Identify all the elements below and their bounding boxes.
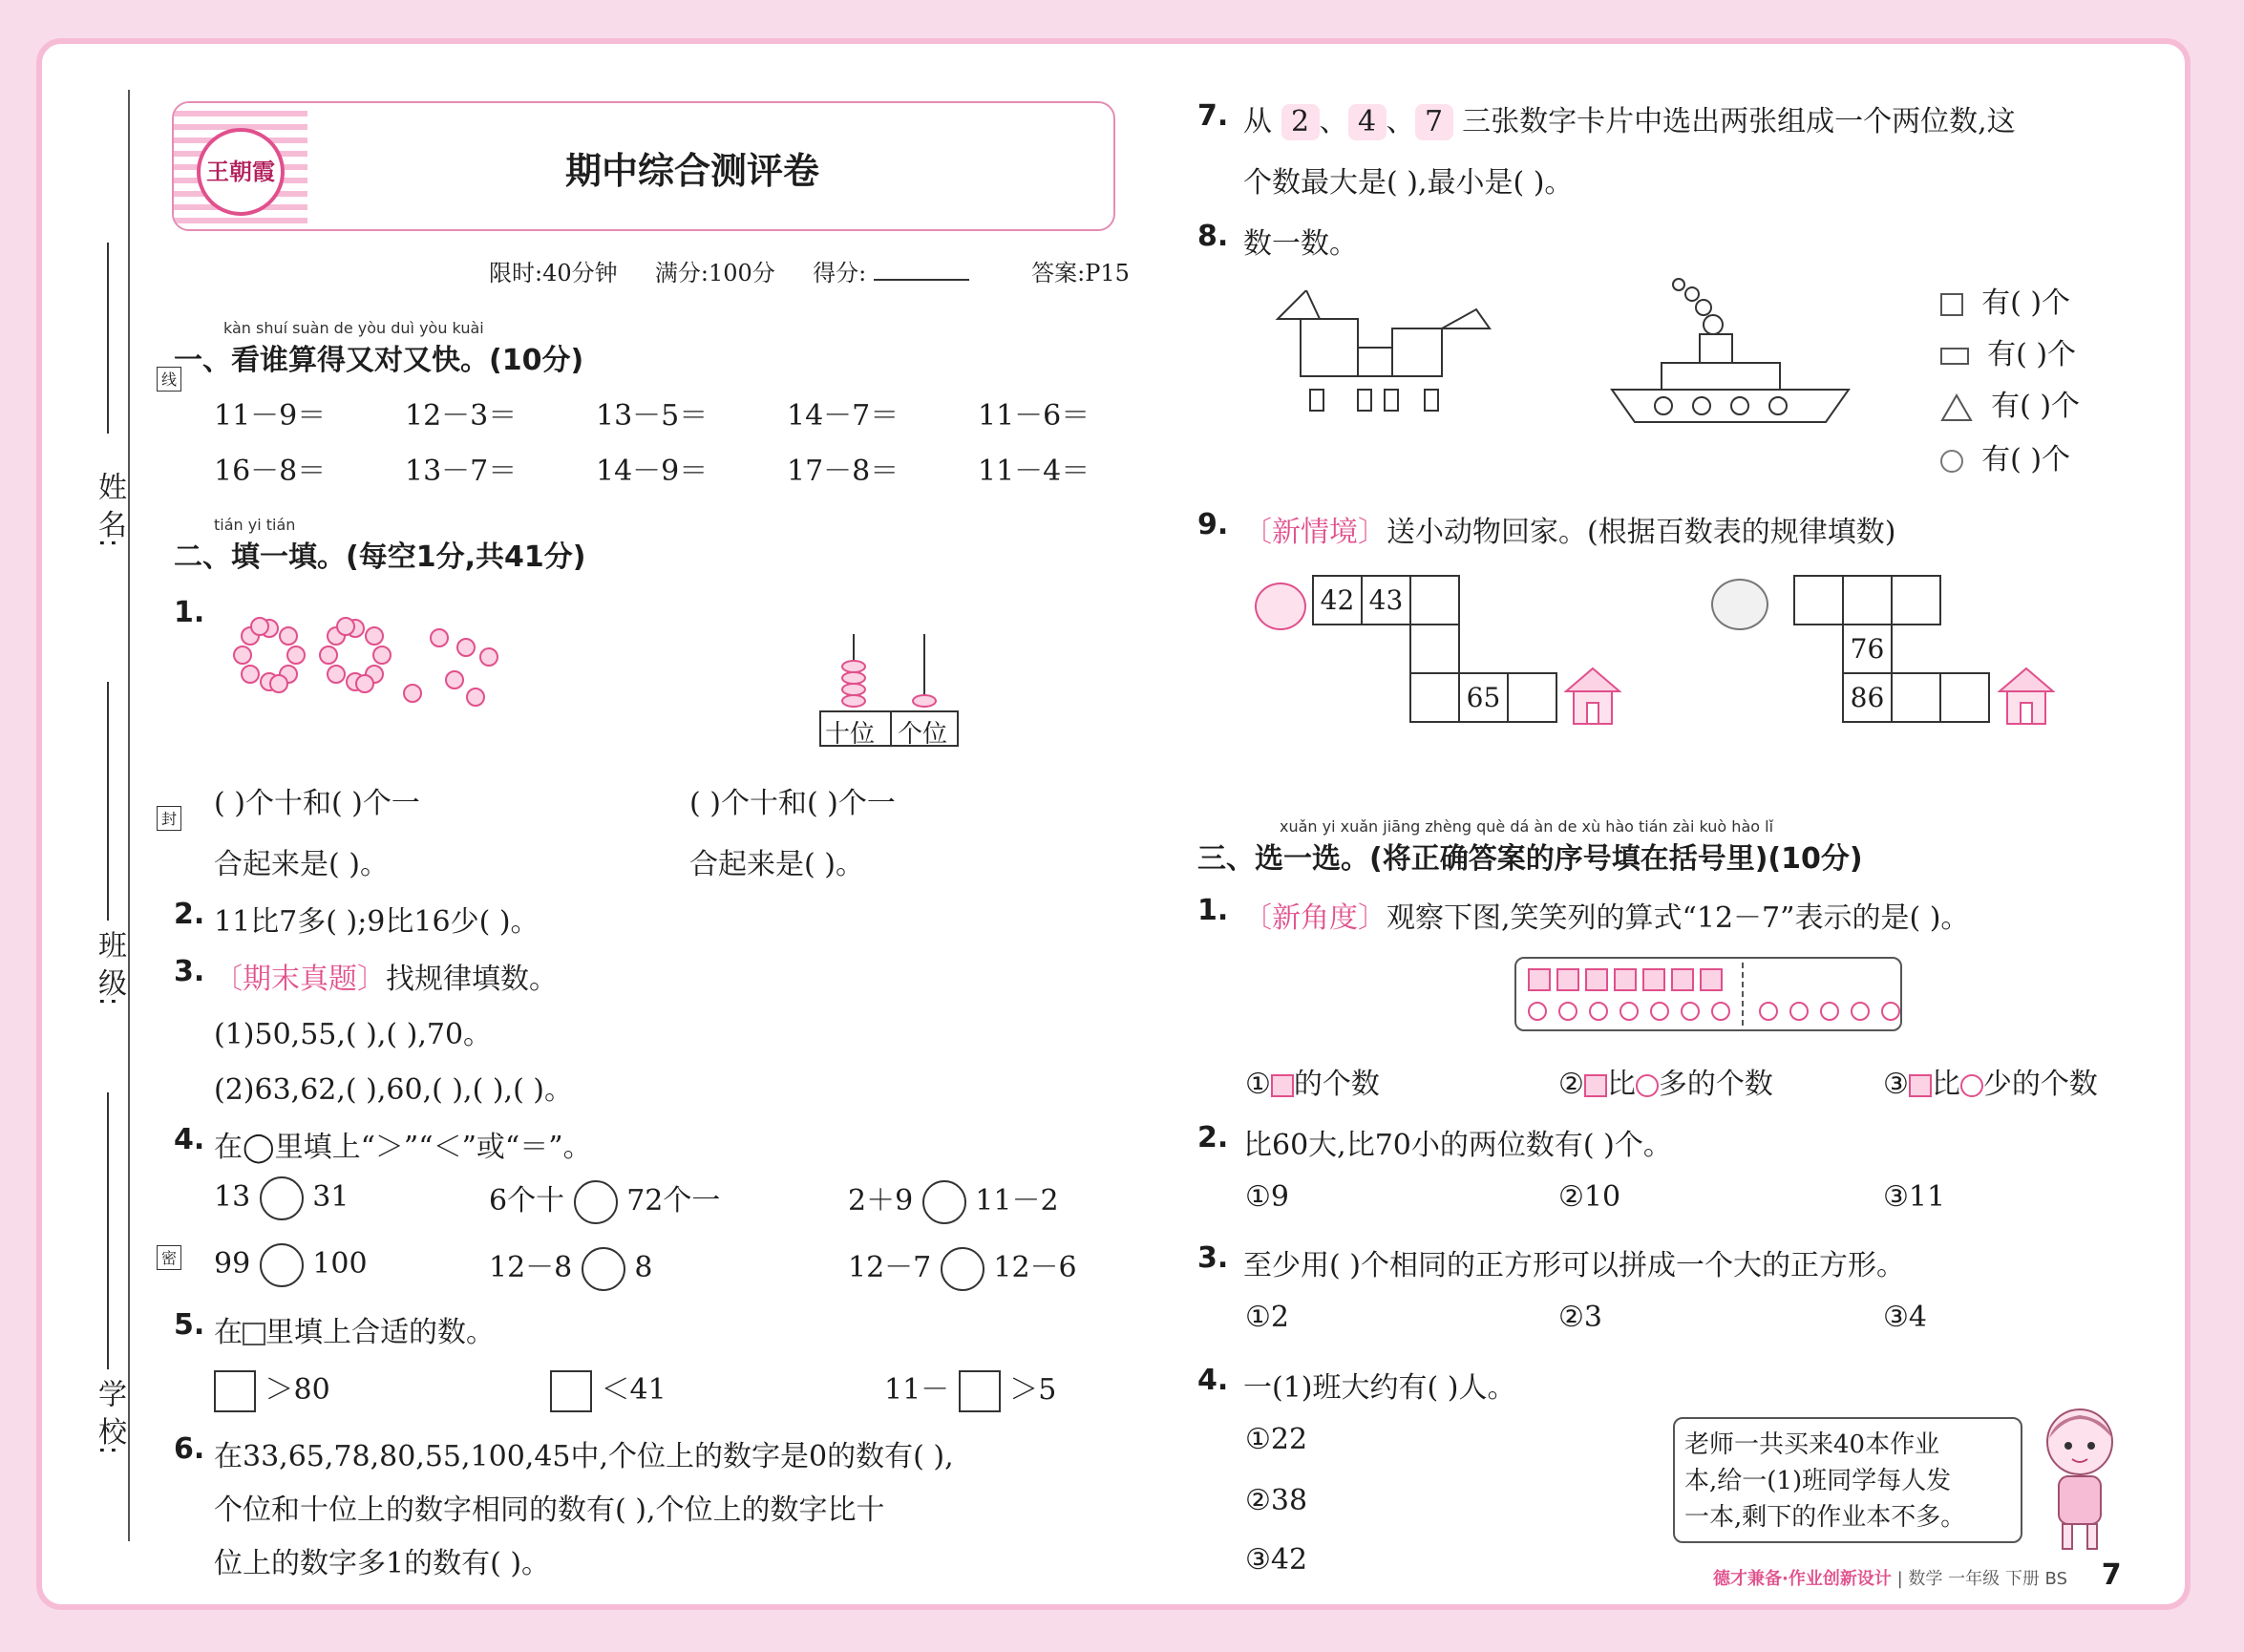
pink-circle-icon — [1711, 1002, 1730, 1021]
q3-line2: (2)63,62,( ),60,( ),( ),( )。 — [214, 1073, 574, 1107]
pink-circle-icon — [1759, 1002, 1778, 1021]
page-number: 7 — [2101, 1558, 2122, 1592]
q5-item3-pre: 11－ — [884, 1373, 950, 1407]
s3q2-option[interactable]: ②10 — [1558, 1180, 1621, 1214]
s3q2-num: 2. — [1197, 1121, 1229, 1154]
q5-item2-text: ＜41 — [601, 1373, 667, 1407]
count-circle — [1940, 435, 2070, 477]
score-label: 得分: — [813, 260, 867, 286]
brand-logo: 王朝霞 — [197, 128, 285, 216]
q6-line3: 位上的数字多1的数有( )。 — [214, 1547, 551, 1580]
calc-item: 11－9＝ — [214, 399, 327, 433]
option-marker: ② — [1558, 1068, 1584, 1101]
count-label: 有( )个 — [1987, 338, 2077, 371]
option-text: 多的个数 — [1658, 1068, 1773, 1101]
q1-left-line1: ( )个十和( )个一 — [214, 787, 420, 820]
grid-cell-blank[interactable] — [1409, 672, 1460, 723]
option-text: 少的个数 — [1982, 1068, 2098, 1101]
rectangle-icon — [1940, 348, 1969, 365]
s3q4-option[interactable]: ③42 — [1245, 1543, 1308, 1577]
q2-num: 2. — [174, 898, 205, 931]
score-blank[interactable] — [874, 258, 969, 281]
pink-square-icon — [1585, 968, 1608, 991]
pink-square-icon — [1584, 1074, 1607, 1097]
compare-circle[interactable] — [582, 1247, 625, 1291]
meta-row — [489, 254, 1130, 287]
q2-text: 11比7多( );9比16少( )。 — [214, 905, 540, 939]
answer-square[interactable] — [959, 1370, 1001, 1412]
pink-circle-icon — [1558, 1002, 1577, 1021]
pink-square-icon — [1614, 968, 1637, 991]
compare-item — [214, 1243, 368, 1287]
worksheet-page — [36, 38, 2191, 1610]
compare-left: 99 — [214, 1247, 251, 1281]
grid-cell-blank[interactable] — [1891, 575, 1941, 625]
q4-text: 在◯里填上“＞”“＜”或“＝”。 — [214, 1131, 592, 1164]
answer-square[interactable] — [214, 1370, 256, 1412]
calc-item: 11－4＝ — [978, 455, 1090, 488]
calc-item: 14－9＝ — [596, 455, 709, 488]
pink-circle-icon — [1589, 1002, 1608, 1021]
pink-square-icon — [1528, 968, 1551, 991]
class-blank[interactable] — [107, 682, 109, 921]
girl-character-icon — [2030, 1400, 2135, 1553]
q9-text: 送小动物回家。(根据百数表的规律填数) — [1387, 516, 1896, 549]
compare-circle[interactable] — [941, 1247, 984, 1291]
q5-text — [214, 1308, 495, 1350]
animal-icon — [1711, 579, 1768, 630]
count-label: 有( )个 — [1991, 390, 2081, 423]
grid-cell-blank[interactable] — [1842, 575, 1893, 625]
q9-tag: 〔新情境〕 — [1243, 516, 1387, 549]
compare-left: 6个十 — [489, 1184, 565, 1218]
grid-cell-blank[interactable] — [1409, 624, 1460, 674]
option-marker: ① — [1245, 1068, 1271, 1101]
compare-item — [489, 1243, 652, 1291]
q9-heading — [1243, 508, 1895, 550]
s3q4-option[interactable]: ②38 — [1245, 1484, 1308, 1517]
pink-circle-icon — [1681, 1002, 1700, 1021]
school-label: 学 校: — [93, 1379, 126, 1455]
q7-text-b: 三张数字卡片中选出两张组成一个两位数,这 — [1462, 105, 2016, 138]
name-label: 姓 名: — [93, 472, 126, 548]
count-square — [1940, 279, 2070, 321]
compare-right: 11－2 — [975, 1184, 1059, 1218]
class-label: 班 级: — [93, 930, 126, 1006]
q1-right-line1: ( )个十和( )个一 — [689, 787, 896, 820]
q5-text-a: 在 — [214, 1316, 243, 1349]
s3q1-option-3[interactable] — [1883, 1060, 2098, 1102]
compare-right: 12－6 — [993, 1251, 1077, 1284]
section3-pinyin: xuǎn yi xuǎn jiāng zhèng què dá àn de xù hào tián zài kuò hào lǐ — [1280, 817, 1774, 836]
q7-num: 7. — [1197, 99, 1229, 133]
house-icon — [1564, 667, 1621, 728]
compare-right: 31 — [312, 1180, 349, 1214]
school-blank[interactable] — [107, 1092, 109, 1369]
section1-pinyin: kàn shuí suàn de yòu duì yòu kuài — [223, 319, 484, 337]
calc-item: 11－6＝ — [978, 399, 1090, 433]
compare-right: 100 — [312, 1247, 368, 1281]
q4-num: 4. — [174, 1123, 205, 1156]
comparison-figure — [1514, 957, 1902, 1031]
pink-circle-icon — [1636, 1074, 1659, 1097]
q3-heading — [214, 955, 558, 997]
s3q1-num: 1. — [1197, 894, 1229, 927]
seal2-mark: 密 — [157, 1245, 181, 1270]
grid-cell-blank[interactable] — [1793, 575, 1844, 625]
compare-circle[interactable] — [574, 1180, 618, 1224]
q6-line1: 在33,65,78,80,55,100,45中,个位上的数字是0的数有( ), — [214, 1440, 954, 1473]
s3q2-text: 比60大,比70小的两位数有( )个。 — [1243, 1129, 1672, 1162]
pink-circle-icon — [1650, 1002, 1669, 1021]
q9-num: 9. — [1197, 508, 1229, 541]
pink-circle-icon — [1820, 1002, 1839, 1021]
calc-item: 13－5＝ — [596, 399, 709, 433]
pink-square-icon — [1556, 968, 1579, 991]
q7-line2: 个数最大是( ),最小是( )。 — [1243, 166, 1574, 200]
dog-shape-figure — [1272, 290, 1520, 443]
pink-circle-icon — [1851, 1002, 1870, 1021]
pink-circle-icon — [1789, 1002, 1809, 1021]
q5-item1 — [214, 1366, 330, 1412]
pink-circle-icon — [1619, 1002, 1639, 1021]
option-text: 比 — [1606, 1068, 1636, 1101]
q7-text-a: 从 — [1243, 105, 1272, 138]
title-banner — [172, 101, 1115, 231]
footer-brand: 德才兼备·作业创新设计 — [1713, 1569, 1892, 1589]
line-mark: 线 — [157, 367, 181, 392]
time-limit: 限时:40分钟 — [489, 260, 618, 286]
compare-left: 12－8 — [489, 1251, 573, 1284]
tens-label: 十位 — [825, 720, 876, 749]
dashed-divider — [1742, 963, 1744, 1026]
s3q3-option[interactable]: ②3 — [1558, 1301, 1602, 1334]
triangle-icon — [1940, 393, 1973, 422]
pink-square-icon — [1909, 1074, 1932, 1097]
animal-icon — [1255, 582, 1306, 630]
grid-cell-blank[interactable] — [1891, 672, 1941, 723]
bead-ring-2 — [320, 618, 391, 692]
name-blank[interactable] — [107, 243, 109, 434]
option-text: 的个数 — [1293, 1068, 1380, 1101]
option-marker: ③ — [1883, 1068, 1909, 1101]
ones-label: 个位 — [898, 720, 948, 749]
bead-ring-1 — [234, 618, 305, 692]
answer-square[interactable] — [550, 1370, 592, 1412]
s3q4-text: 一(1)班大约有( )人。 — [1243, 1371, 1516, 1405]
q8-num: 8. — [1197, 220, 1229, 253]
compare-circle[interactable] — [260, 1243, 304, 1287]
hundred-grid-2 — [1711, 575, 2150, 756]
calc-row-1 — [214, 392, 1131, 434]
compare-circle[interactable] — [922, 1180, 966, 1224]
square-row — [1528, 968, 1723, 991]
compare-item — [848, 1176, 1059, 1224]
section1-title: 一、看谁算得又对又快。(10分) — [174, 344, 584, 377]
q3-tag: 〔期末真题〕 — [214, 963, 386, 996]
q5-item3-post: ＞5 — [1009, 1373, 1057, 1407]
grid-cell-blank[interactable] — [1409, 575, 1460, 625]
calc-item: 13－7＝ — [405, 455, 518, 488]
circle-row — [1528, 1001, 1900, 1021]
digit-card: 2 — [1281, 104, 1320, 140]
full-score: 满分:100分 — [654, 260, 775, 286]
compare-item — [214, 1176, 349, 1220]
q3-num: 3. — [174, 955, 205, 988]
q6-line2: 个位和十位上的数字相同的数有( ),个位上的数字比十 — [214, 1493, 885, 1527]
pink-square-icon — [1700, 968, 1723, 991]
q3-line1: (1)50,55,( ),( ),70。 — [214, 1018, 493, 1051]
binding-line — [128, 90, 130, 1541]
q5-text-b: 里填上合适的数。 — [265, 1316, 495, 1349]
bubble-line: 一本,剩下的作业本不多。 — [1684, 1503, 1966, 1532]
digit-card: 7 — [1415, 104, 1453, 140]
s3q1-heading — [1243, 894, 1969, 936]
compare-left: 2＋9 — [848, 1184, 914, 1218]
grid-cell: 65 — [1458, 672, 1509, 723]
count-label: 有( )个 — [1981, 286, 2071, 320]
q5-num: 5. — [174, 1308, 205, 1342]
compare-left: 13 — [214, 1180, 251, 1214]
bubble-line: 老师一共买来40本作业 — [1684, 1430, 1940, 1459]
q5-item3 — [884, 1366, 1056, 1412]
digit-card: 4 — [1348, 104, 1387, 140]
compare-left: 12－7 — [848, 1251, 932, 1284]
pink-circle-icon — [1528, 1002, 1547, 1021]
s3q1-text: 观察下图,笑笑列的算式“12－7”表示的是( )。 — [1387, 901, 1970, 935]
loose-beads — [404, 629, 497, 706]
grid-cell: 42 — [1312, 575, 1363, 625]
boat-shape-figure — [1606, 275, 1883, 456]
s3q4-option[interactable]: ①22 — [1245, 1423, 1308, 1456]
grid-cell-blank[interactable] — [1939, 672, 1990, 723]
s3q4-num: 4. — [1197, 1364, 1229, 1397]
s3q2-option[interactable]: ③11 — [1883, 1180, 1946, 1214]
q1-left-line2: 合起来是( )。 — [214, 848, 389, 881]
seal-mark: 封 — [157, 806, 181, 831]
s3q2-option[interactable]: ①9 — [1245, 1180, 1289, 1214]
bead-groups — [222, 615, 508, 730]
q6-num: 6. — [174, 1432, 205, 1466]
calc-item: 17－8＝ — [787, 455, 900, 488]
compare-right: 72个一 — [626, 1184, 721, 1218]
bubble-line: 本,给一(1)班同学每人发 — [1684, 1467, 1952, 1495]
grid-cell: 76 — [1842, 624, 1893, 674]
pink-circle-icon — [1960, 1074, 1983, 1097]
s3q3-num: 3. — [1197, 1241, 1229, 1275]
pink-square-icon — [1642, 968, 1665, 991]
square-icon — [1940, 293, 1963, 316]
grid-cell: 43 — [1361, 575, 1411, 625]
s3q1-option-2[interactable] — [1558, 1060, 1773, 1102]
q5-item1-text: ＞80 — [265, 1373, 330, 1407]
q3-text: 找规律填数。 — [386, 963, 558, 996]
s3q3-option[interactable]: ①2 — [1245, 1301, 1289, 1334]
pink-circle-icon — [1881, 1002, 1900, 1021]
compare-right: 8 — [634, 1251, 653, 1284]
calc-item: 12－3＝ — [405, 399, 518, 433]
compare-item — [489, 1176, 720, 1224]
circle-icon — [1940, 450, 1963, 473]
section2-pinyin: tián yi tián — [214, 516, 296, 534]
s3q1-tag: 〔新角度〕 — [1243, 901, 1387, 935]
pink-square-icon — [1671, 968, 1694, 991]
q1-right-line2: 合起来是( )。 — [689, 848, 864, 881]
blank-square-icon — [243, 1323, 265, 1345]
q7-line1: 从 2 、 4 、 7 三张数字卡片中选出两张组成一个两位数,这 — [1243, 105, 2016, 138]
q8-text: 数一数。 — [1243, 227, 1358, 261]
s3q3-text: 至少用( )个相同的正方形可以拼成一个大的正方形。 — [1243, 1249, 1905, 1282]
grid-cell-blank[interactable] — [1507, 672, 1557, 723]
count-triangle — [1940, 382, 2080, 424]
s3q3-option[interactable]: ③4 — [1883, 1301, 1927, 1334]
grid-cell: 86 — [1842, 672, 1893, 723]
abacus-divider — [890, 712, 892, 745]
q1-num: 1. — [174, 596, 205, 629]
calc-item: 14－7＝ — [787, 399, 900, 433]
calc-row-2 — [214, 447, 1131, 489]
answer-ref: 答案:P15 — [1031, 260, 1130, 286]
q5-item2 — [550, 1366, 667, 1412]
count-label: 有( )个 — [1981, 443, 2071, 477]
abacus-labels — [819, 710, 959, 747]
footer-subject: 数学 一年级 下册 BS — [1908, 1569, 2067, 1589]
count-rectangle — [1940, 330, 2076, 372]
section3-title: 三、选一选。(将正确答案的序号填在括号里)(10分) — [1197, 842, 1863, 876]
page-title: 期中综合测评卷 — [565, 150, 820, 192]
speech-bubble — [1673, 1417, 2022, 1543]
footer: 德才兼备·作业创新设计 | 数学 一年级 下册 BS 7 — [1713, 1558, 2122, 1592]
s3q1-option-1[interactable] — [1245, 1060, 1380, 1102]
compare-circle[interactable] — [260, 1176, 304, 1220]
hundred-grid-1 — [1255, 575, 1656, 756]
compare-item — [848, 1243, 1077, 1291]
option-text: 比 — [1931, 1068, 1960, 1101]
section2-title: 二、填一填。(每空1分,共41分) — [174, 540, 586, 574]
house-icon — [1998, 667, 2055, 728]
calc-item: 16－8＝ — [214, 455, 327, 488]
pink-square-icon — [1271, 1074, 1294, 1097]
